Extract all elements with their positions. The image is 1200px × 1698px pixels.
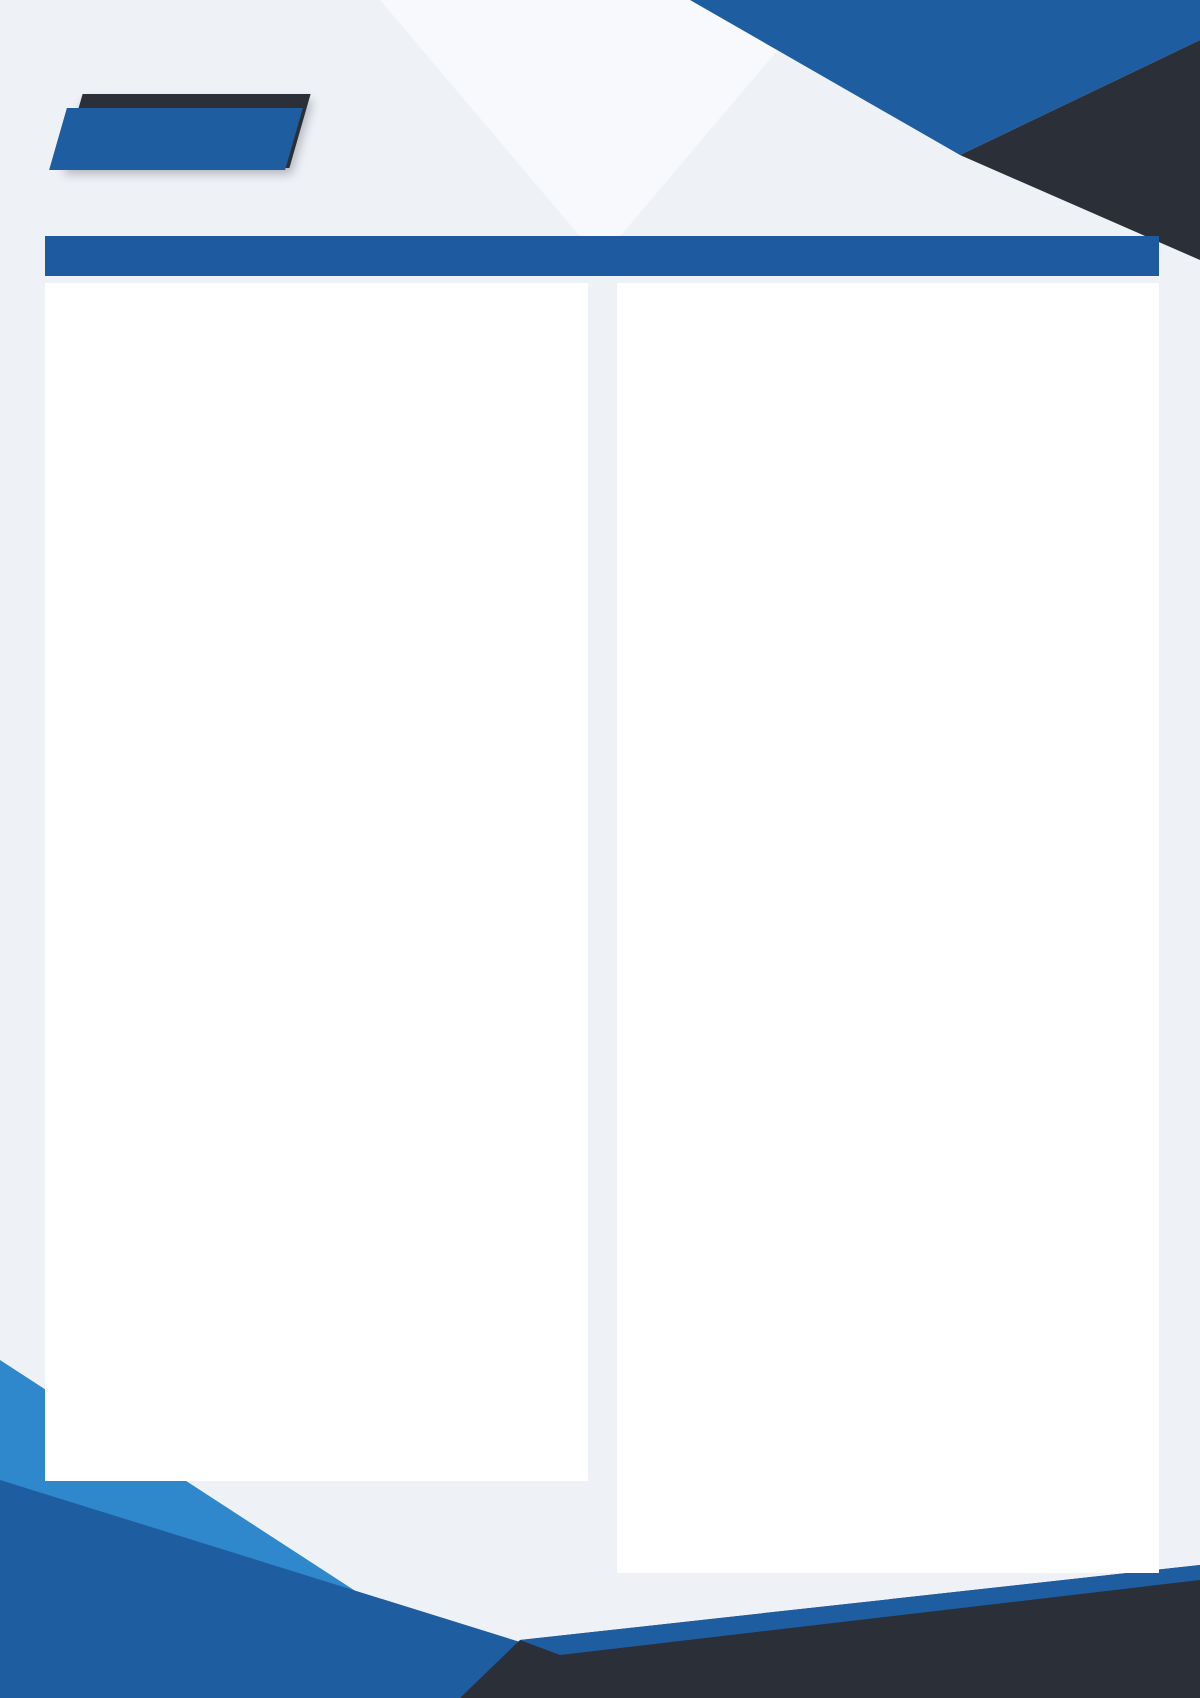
badge-blue-shape bbox=[49, 108, 303, 170]
spec-column-left bbox=[45, 283, 588, 1481]
product-model-badge bbox=[58, 88, 308, 180]
spec-column-right bbox=[617, 283, 1159, 1573]
model-title bbox=[45, 236, 1159, 276]
